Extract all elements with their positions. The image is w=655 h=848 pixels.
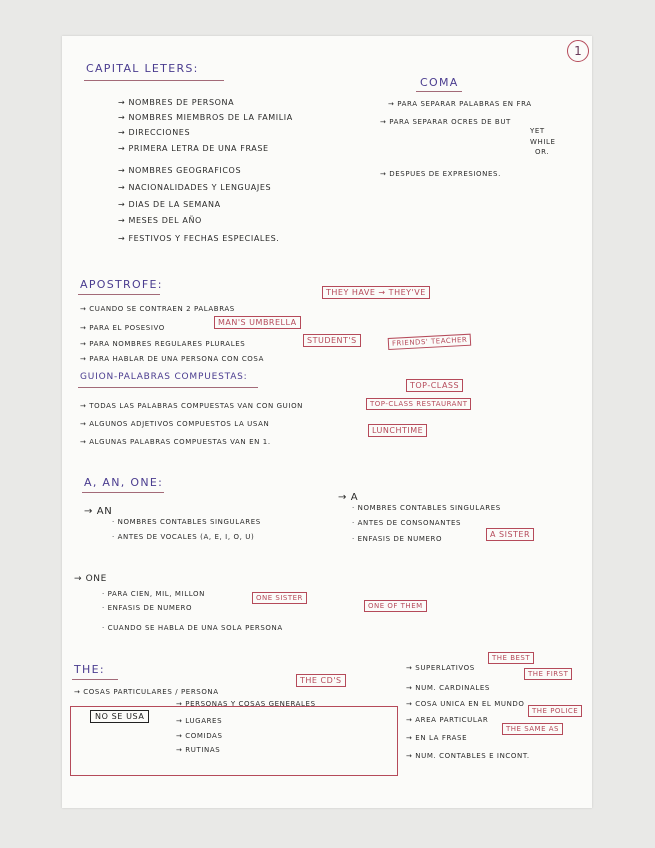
a-label: → A: [338, 492, 359, 503]
example-box: A SISTER: [486, 528, 534, 541]
guion-row: → TODAS LAS PALABRAS COMPUESTAS VAN CON GUION: [80, 402, 304, 410]
the-underline: [72, 679, 118, 680]
example-box: THE SAME AS: [502, 723, 563, 735]
coma-conj: OR.: [535, 148, 550, 156]
example-box: TOP-CLASS: [406, 379, 463, 392]
an-item: · NOMBRES CONTABLES SINGULARES: [112, 518, 261, 526]
capital-item: → DIRECCIONES: [118, 128, 191, 137]
the-right-item: → COSA UNICA EN EL MUNDO: [406, 700, 525, 708]
capital-item: → NACIONALIDADES Y LENGUAJES: [118, 183, 272, 192]
capital-item: → DIAS DE LA SEMANA: [118, 200, 221, 209]
one-label: → ONE: [74, 574, 107, 584]
no-se-usa-item: → COMIDAS: [176, 732, 223, 740]
the-right-item: → NUM. CARDINALES: [406, 684, 490, 692]
guion-title: GUION-PALABRAS COMPUESTAS:: [80, 372, 248, 382]
page-number: 1: [567, 40, 589, 62]
example-box: LUNCHTIME: [368, 424, 427, 437]
capital-item: → MESES DEL AÑO: [118, 216, 202, 225]
one-item: · PARA CIEN, MIL, MILLON: [102, 590, 205, 598]
the-row: → COSAS PARTICULARES / PERSONA: [74, 688, 219, 696]
no-se-usa-item: → PERSONAS Y COSAS GENERALES: [176, 700, 316, 708]
capital-title: CAPITAL LETERS:: [86, 62, 199, 75]
example-box: THE FIRST: [524, 668, 572, 680]
a-item: · ENFASIS DE NUMERO: [352, 535, 443, 543]
the-title: THE:: [74, 663, 105, 676]
one-item: · ENFASIS DE NUMERO: [102, 604, 193, 612]
the-right-item: → AREA PARTICULAR: [406, 716, 489, 724]
no-se-usa-item: → RUTINAS: [176, 746, 221, 754]
coma-title: COMA: [420, 76, 459, 89]
example-box: STUDENT'S: [303, 334, 361, 347]
guion-row: → ALGUNOS ADJETIVOS COMPUESTOS LA USAN: [80, 420, 270, 428]
no-se-usa-box: NO SE USA: [90, 710, 149, 723]
example-box: THE POLICE: [528, 705, 582, 717]
capital-item: → FESTIVOS Y FECHAS ESPECIALES.: [118, 234, 280, 243]
example-box: THEY HAVE → THEY'VE: [322, 286, 430, 299]
capital-item: → NOMBRES GEOGRAFICOS: [118, 166, 242, 175]
coma-conj: WHILE: [530, 138, 556, 146]
example-box: ONE OF THEM: [364, 600, 427, 612]
the-right-item: → EN LA FRASE: [406, 734, 468, 742]
guion-row: → ALGUNAS PALABRAS COMPUESTAS VAN EN 1.: [80, 438, 271, 446]
example-box: THE CD'S: [296, 674, 346, 687]
capital-underline: [84, 80, 224, 81]
guion-underline: [78, 387, 258, 388]
coma-item: → PARA SEPARAR OCRES DE BUT: [380, 118, 511, 126]
example-box: THE BEST: [488, 652, 534, 664]
example-box: TOP-CLASS RESTAURANT: [366, 398, 471, 410]
a-item: · ANTES DE CONSONANTES: [352, 519, 462, 527]
the-right-item: → NUM. CONTABLES E INCONT.: [406, 752, 530, 760]
an-item: · ANTES DE VOCALES (A, E, I, O, U): [112, 533, 255, 541]
no-se-usa-item: → LUGARES: [176, 717, 223, 725]
example-box: ONE SISTER: [252, 592, 307, 604]
apostrofe-row: → PARA NOMBRES REGULARES PLURALES: [80, 340, 246, 348]
apostrofe-row: → PARA HABLAR DE UNA PERSONA CON COSA: [80, 355, 264, 363]
a-an-one-underline: [82, 492, 164, 493]
the-right-item: → SUPERLATIVOS: [406, 664, 475, 672]
capital-item: → PRIMERA LETRA DE UNA FRASE: [118, 144, 269, 153]
coma-underline: [416, 91, 462, 92]
apostrofe-title: APOSTROFE:: [80, 278, 163, 291]
one-item: · CUANDO SE HABLA DE UNA SOLA PERSONA: [102, 624, 283, 632]
capital-item: → NOMBRES MIEMBROS DE LA FAMILIA: [118, 113, 293, 122]
coma-conj: YET: [530, 127, 545, 135]
coma-item: → PARA SEPARAR PALABRAS EN FRA: [388, 100, 532, 108]
example-box: MAN'S UMBRELLA: [214, 316, 301, 329]
apostrofe-row: → PARA EL POSESIVO: [80, 324, 165, 332]
apostrofe-underline: [78, 294, 160, 295]
a-an-one-title: A, AN, ONE:: [84, 476, 164, 489]
example-box: FRIENDS' TEACHER: [388, 334, 472, 350]
a-item: · NOMBRES CONTABLES SINGULARES: [352, 504, 501, 512]
coma-item: → DESPUES DE EXPRESIONES.: [380, 170, 501, 178]
apostrofe-row: → CUANDO SE CONTRAEN 2 PALABRAS: [80, 305, 235, 313]
an-label: → AN: [84, 506, 113, 517]
capital-item: → NOMBRES DE PERSONA: [118, 98, 235, 107]
